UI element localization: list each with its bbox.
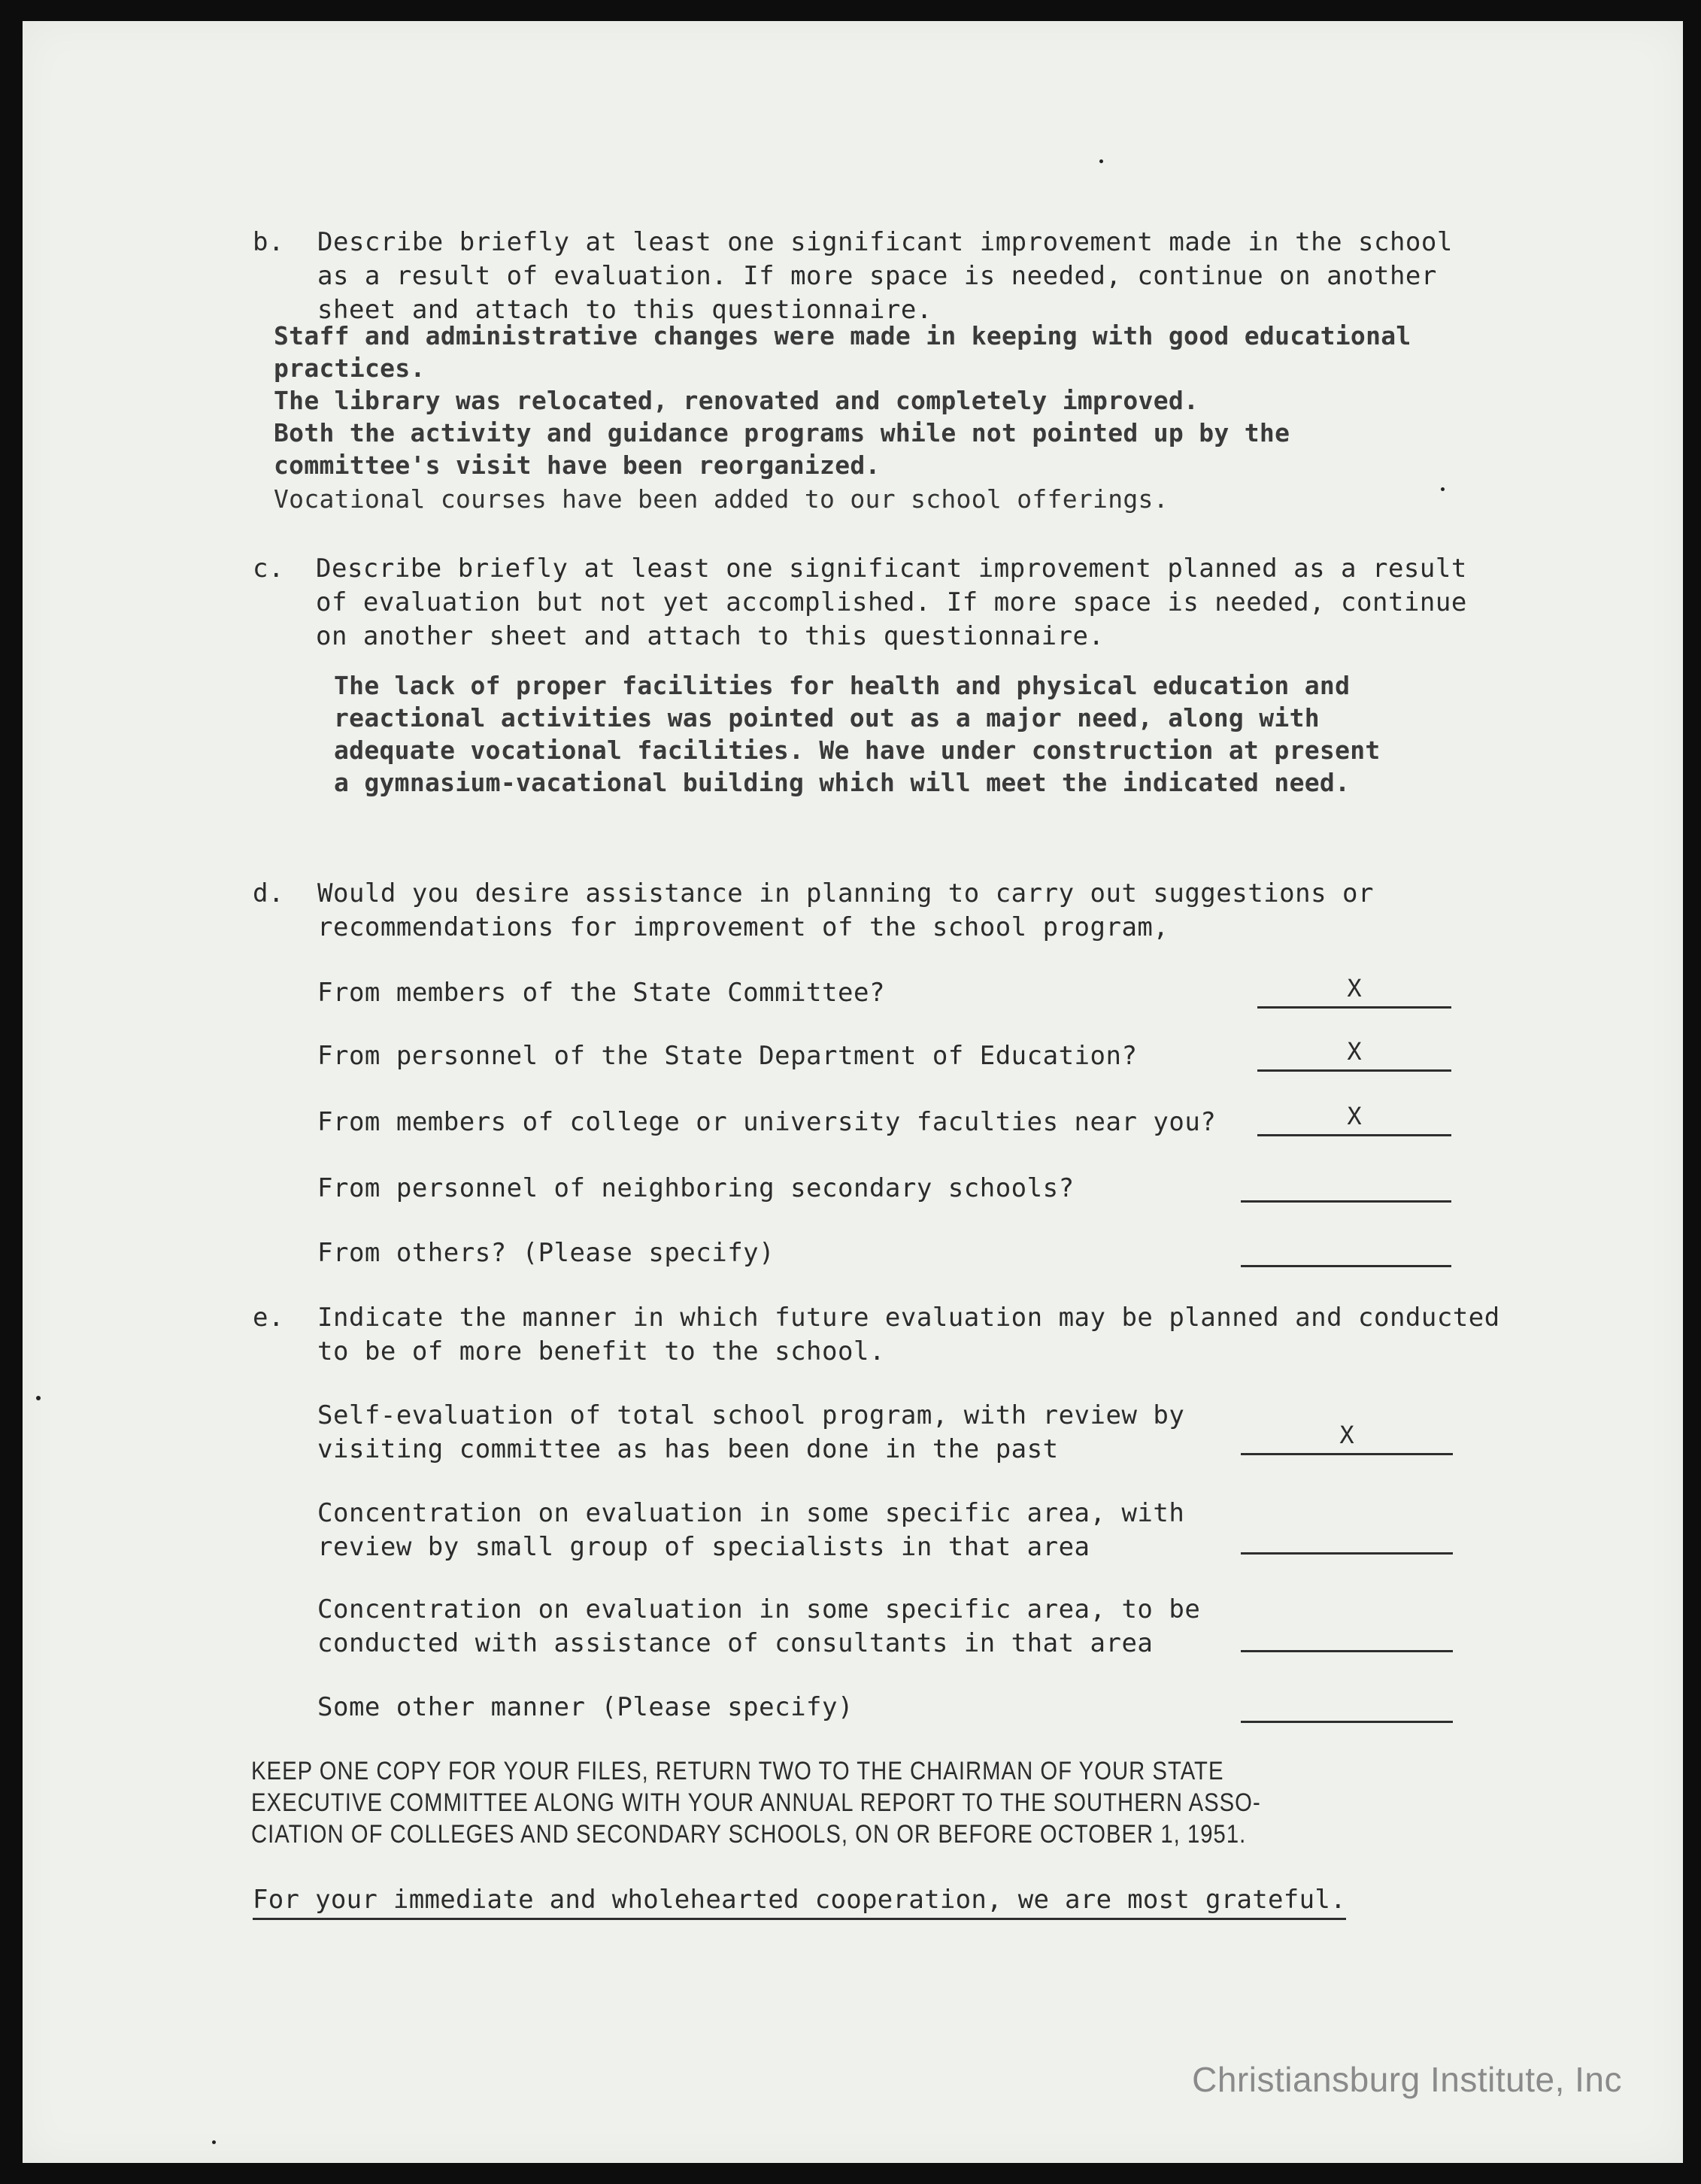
scan-speck [36,1396,41,1400]
answer-line: reactional activities was pointed out as a major need, along with [334,703,1320,733]
option-line: Concentration on evaluation in some specific area, to be [317,1594,1201,1624]
section-c-question [316,552,1467,654]
checkbox-others[interactable] [1241,1232,1451,1267]
closing-note: For your immediate and wholehearted cooperation, we are most grateful. [253,1883,1346,1920]
section-e-question [317,1301,1500,1369]
checkbox-consultants[interactable] [1241,1617,1453,1652]
option-university-faculties: From members of college or university faculties near you? [317,1107,1217,1137]
answer-line: Both the activity and guidance programs while not pointed up by the [274,418,1290,447]
section-e-marker: e. [253,1303,284,1333]
option-specialists [317,1497,1184,1564]
checkbox-specialists[interactable] [1241,1519,1453,1555]
question-line: sheet and attach to this questionnaire. [317,295,932,325]
section-c-marker: c. [253,554,284,584]
question-line: Indicate the manner in which future evaluation may be planned and conducted [317,1303,1500,1333]
question-line: as a result of evaluation. If more space is needed, continue on another [317,261,1437,291]
return-instructions [251,1755,1261,1850]
option-consultants [317,1593,1200,1661]
option-neighboring-schools: From personnel of neighboring secondary schools? [317,1173,1075,1203]
section-b-question [317,226,1453,327]
answer-line: The lack of proper facilities for health and physical education and [334,671,1351,700]
answer-line: The library was relocated, renovated and completely improved. [274,386,1199,415]
checkbox-neighboring-schools[interactable] [1241,1167,1451,1203]
answer-line: Staff and administrative changes were made in keeping with good educational [274,321,1411,350]
option-line: review by small group of specialists in that area [317,1532,1090,1562]
answer-line: adequate vocational facilities. We have under construction at present [334,736,1381,765]
checkbox-state-department[interactable]: X [1257,1036,1451,1072]
section-d-question [317,877,1374,945]
option-self-evaluation [317,1399,1184,1467]
option-line: Self-evaluation of total school program, with review by [317,1400,1185,1430]
instruction-line: CIATION OF COLLEGES AND SECONDARY SCHOOLS, ON OR BEFORE OCTOBER 1, 1951. [251,1820,1247,1849]
option-line: Concentration on evaluation in some specific area, with [317,1498,1185,1528]
option-others: From others? (Please specify) [317,1238,775,1268]
instruction-line: EXECUTIVE COMMITTEE ALONG WITH YOUR ANNUAL REPORT TO THE SOUTHERN ASSO- [251,1788,1261,1817]
question-line: of evaluation but not yet accomplished. If more space is needed, continue [316,587,1467,617]
answer-line: committee's visit have been reorganized. [274,450,881,480]
section-c-answer [334,669,1381,799]
answer-line: a gymnasium-vacational building which will meet the indicated need. [334,768,1351,797]
answer-line: practices. [274,353,426,383]
scan-speck [212,2140,216,2144]
instruction-line: KEEP ONE COPY FOR YOUR FILES, RETURN TWO TO THE CHAIRMAN OF YOUR STATE [251,1757,1224,1785]
question-line: Describe briefly at least one significant improvement planned as a result [316,554,1467,584]
section-b-answer-extra: Vocational courses have been added to our school offerings. [274,484,1169,514]
checkbox-university-faculties[interactable]: X [1257,1101,1451,1136]
option-line: visiting committee as has been done in the past [317,1434,1059,1464]
scan-speck [1441,487,1445,491]
question-line: to be of more benefit to the school. [317,1336,885,1367]
question-line: on another sheet and attach to this questionnaire. [316,621,1105,651]
question-line: recommendations for improvement of the school program, [317,912,1169,942]
option-state-committee: From members of the State Committee? [317,978,885,1008]
section-d-marker: d. [253,878,284,908]
checkbox-other-manner[interactable] [1241,1688,1453,1723]
section-b-answer [274,320,1411,481]
option-other-manner: Some other manner (Please specify) [317,1692,854,1722]
question-line: Would you desire assistance in planning to carry out suggestions or [317,878,1374,908]
question-line: Describe briefly at least one significant improvement made in the school [317,227,1453,257]
scan-speck [1099,159,1103,163]
checkbox-self-evaluation[interactable]: X [1241,1420,1453,1455]
archive-watermark: Christiansburg Institute, Inc [1192,2060,1622,2099]
checkbox-state-committee[interactable]: X [1257,973,1451,1009]
section-b-marker: b. [253,227,284,257]
option-line: conducted with assistance of consultants in that area [317,1628,1154,1658]
option-state-department: From personnel of the State Department of Education? [317,1041,1138,1071]
